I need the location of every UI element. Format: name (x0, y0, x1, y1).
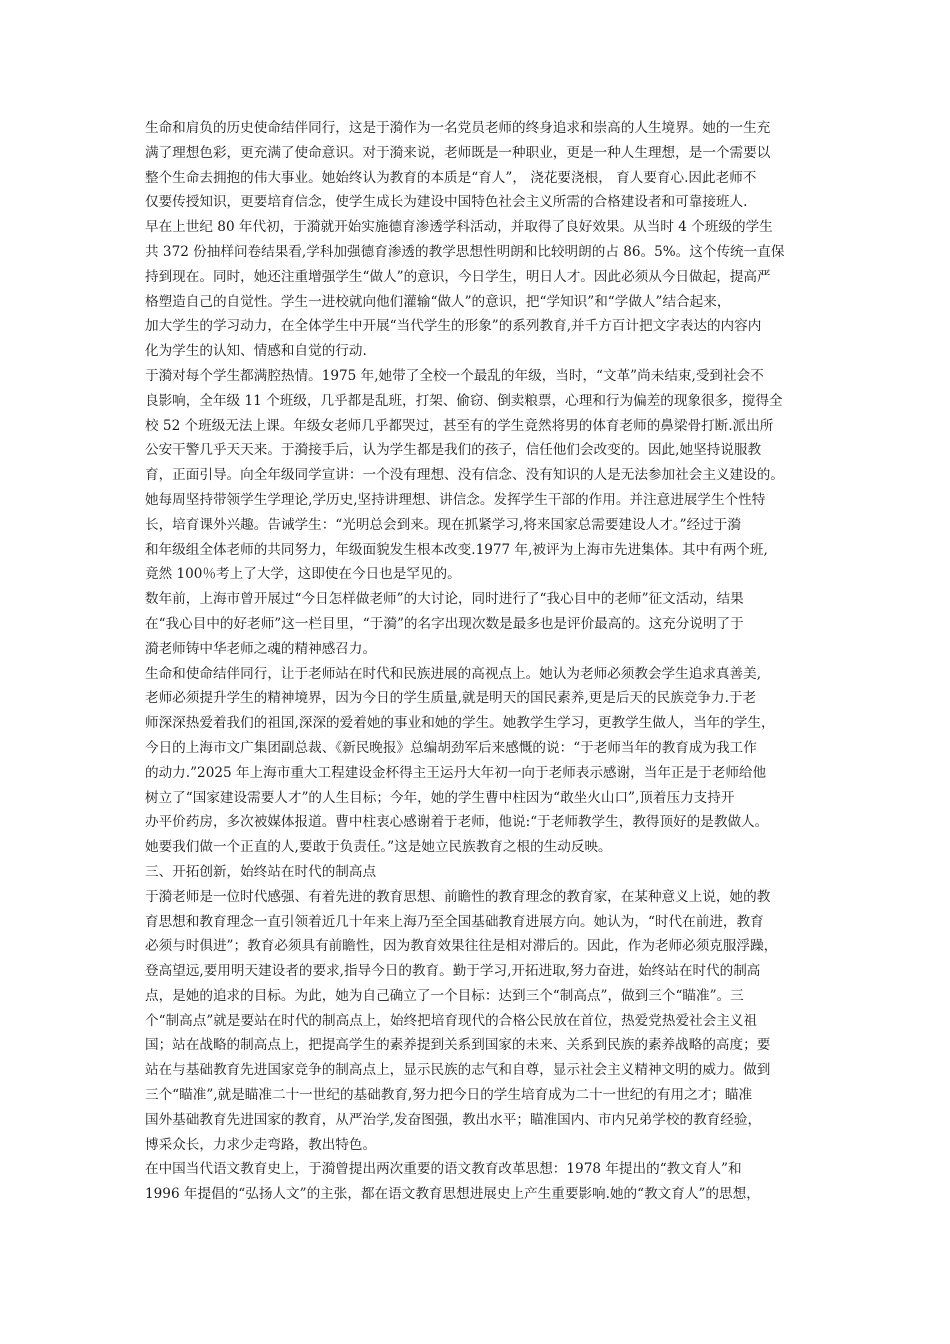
text-line: 整个生命去拥抱的伟大事业。她始终认为教育的本质是“育人”， 浇花要浇根， 育人要育心.因此老师不 (145, 169, 757, 186)
text-line: 个“制高点”就是要站在时代的制高点上，始终把培育现代的合格公民放在首位，热爱党热爱社会主义祖 (145, 1012, 758, 1029)
text-line: 点，是她的追求的目标。为此，她为自己确立了一个目标：达到三个“制高点”，做到三个“瞄准”。三 (145, 987, 744, 1004)
text-line: 站在与基础教育先进国家竞争的制高点上，显示民族的志气和自尊，显示社会主义精神文明的威力。做到 (145, 1062, 771, 1079)
text-line: 加大学生的学习动力，在全体学生中开展“当代学生的形象”的系列教育,并千方百计把文字表达的内容内 (145, 318, 762, 335)
text-line: 满了理想色彩，更充满了使命意识。对于漪来说，老师既是一种职业，更是一种人生理想，是一个需要以 (145, 144, 771, 161)
text-line: 格塑造自己的自觉性。学生一进校就向他们灌输“做人”的意识，把“学知识”和“学做人”结合起来， (145, 293, 731, 310)
text-line: 仅要传授知识，更要培育信念，使学生成长为建设中国特色社会主义所需的合格建设者和可靠接班人. (145, 194, 748, 211)
text-line: 生命和肩负的历史使命结伴同行，这是于漪作为一名党员老师的终身追求和崇高的人生境界。她的一生充 (145, 120, 771, 136)
text-line: 在“我心目中的好老师”这一栏目里，“于漪”的名字出现次数是最多也是评价最高的。这充分说明了于 (145, 615, 744, 632)
text-line: 登高望远,要用明天建设者的要求,指导今日的教育。勤于学习,开拓进取,努力奋进，始终站在时代的制高 (145, 963, 761, 980)
text-line: 生命和使命结伴同行，让于老师站在时代和民族进展的高视点上。她认为老师必须教会学生追求真善美, (145, 665, 762, 682)
text-line: 她每周坚持带领学生学理论,学历史,坚持讲理想、讲信念。发挥学生干部的作用。并注意进展学生个性特 (145, 491, 766, 508)
text-line: 于漪老师是一位时代感强、有着先进的教育思想、前瞻性的教育理念的教育家，在某种意义上说，她的教 (145, 888, 771, 905)
document-body (145, 116, 825, 1207)
text-line: 校 52 个班级无法上课。年级女老师几乎都哭过，甚至有的学生竟然将男的体育老师的鼻梁骨打断.派出所 (145, 417, 774, 434)
text-line: 树立了“国家建设需要人才”的人生目标；今年，她的学生曹中柱因为“敢坐火山口”,顶着压力支持开 (145, 789, 735, 806)
text-line: 育思想和教育理念一直引领着近几十年来上海乃至全国基础教育进展方向。她认为，“时代在前进，教育 (145, 913, 764, 930)
text-line: 的动力.”2025 年上海市重大工程建设金杯得主王运丹大年初一向于老师表示感谢，当年正是于老师给他 (145, 764, 767, 781)
text-line: 老师必须提升学生的精神境界，因为今日的学生质量,就是明天的国民素养,更是后天的民族竞争力.于老 (145, 690, 757, 707)
text-line: 三、开拓创新，始终站在时代的制高点 (145, 863, 377, 880)
text-line: 师深深热爱着我们的祖国,深深的爱着她的事业和她的学生。她教学生学习，更教学生做人，当年的学生， (145, 715, 775, 732)
text-line: 国外基础教育先进国家的教育，从严治学,发奋图强，教出水平；瞄准国内、市内兄弟学校的教育经验， (145, 1111, 762, 1128)
text-line: 1996 年提倡的“弘扬人文”的主张，都在语文教育思想进展史上产生重要影响.她的“教文育人”的思想， (145, 1186, 760, 1203)
text-line: 必须与时俱进”；教育必须具有前瞻性，因为教育效果往往是相对滞后的。因此，作为老师必须克服浮躁， (145, 938, 778, 955)
text-line: 竟然 100％考上了大学，这即使在今日也是罕见的。 (145, 566, 461, 583)
text-line: 在中国当代语文教育史上，于漪曾提出两次重要的语文教育改革思想：1978 年提出的“教文育人”和 (145, 1161, 742, 1178)
text-line: 她要我们做一个正直的人,要敢于负责任。”这是她立民族教育之根的生动反映。 (145, 839, 612, 856)
text-line: 办平价药房，多次被媒体报道。曹中柱衷心感谢着于老师，他说:“于老师教学生，教得顶好的是教做人。 (145, 814, 769, 831)
text-line: 和年级组全体老师的共同努力，年级面貌发生根本改变.1977 年,被评为上海市先进集体。其中有两个班, (145, 541, 768, 558)
text-line: 国；站在战略的制高点上，把提高学生的素养提到关系到国家的未来、关系到民族的素养战略的高度；要 (145, 1037, 771, 1054)
text-line: 今日的上海市文广集团副总裁、《新民晚报》总编胡劲军后来感慨的说：“于老师当年的教育成为我工作 (145, 739, 757, 756)
text-line: 漪老师铸中华老师之魂的精神感召力。 (145, 640, 377, 657)
text-line: 化为学生的认知、情感和自觉的行动. (145, 343, 367, 360)
text-line: 数年前，上海市曾开展过“今日怎样做老师”的大讨论，同时进行了“我心目中的老师”征文活动，结果 (145, 591, 744, 608)
text-line: 持到现在。同时，她还注重增强学生“做人”的意识，今日学生，明日人才。因此必须从今日做起，提高严 (145, 268, 771, 285)
text-line: 公安干警几乎天天来。于漪接手后，认为学生都是我们的孩子，信任他们会改变的。因此,她坚持说服教 (145, 442, 762, 459)
text-line: 长，培育课外兴趣。告诫学生：“光明总会到来。现在抓紧学习,将来国家总需要建设人才。”经过于漪 (145, 516, 741, 533)
text-line: 共 372 份抽样问卷结果看,学科加强德育渗透的教学思想性明朗和比较明朗的占 86。5%。这个传统一直保 (145, 243, 785, 260)
text-line: 三个“瞄准”,就是瞄准二十一世纪的基础教育,努力把今日的学生培育成为二十一世纪的有用之才；瞄准 (145, 1087, 753, 1104)
text-line: 博采众长，力求少走弯路，教出特色。 (145, 1136, 377, 1153)
text-line: 于漪对每个学生都满腔热情。1975 年,她带了全校一个最乱的年级，当时，“文革”尚未结束,受到社会不 (145, 367, 764, 384)
text-line: 早在上世纪 80 年代初，于漪就开始实施德育渗透学科活动，并取得了良好效果。从当时 4 个班级的学生 (145, 219, 773, 236)
text-line: 育，正面引导。向全年级同学宣讲：一个没有理想、没有信念、没有知识的人是无法参加社会主义建设的。 (145, 467, 784, 484)
text-line: 良影响，全年级 11 个班级，几乎都是乱班，打架、偷窃、倒卖粮票，心理和行为偏差的现象很多，搅得全 (145, 392, 783, 409)
